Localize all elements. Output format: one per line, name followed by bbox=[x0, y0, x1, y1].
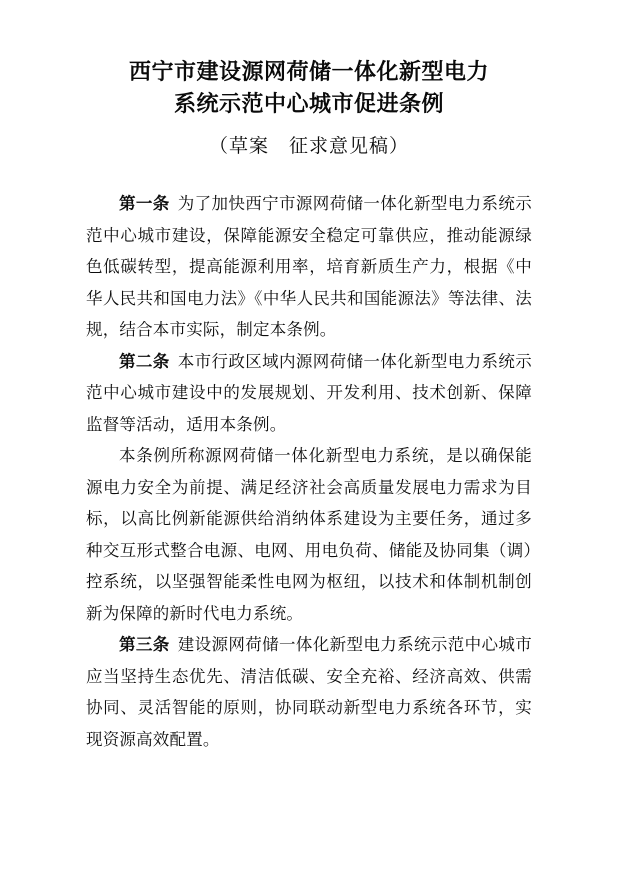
document-body bbox=[86, 188, 532, 755]
document-subtitle: （草案 征求意见稿） bbox=[208, 136, 409, 157]
article-paragraph bbox=[86, 440, 532, 629]
article-paragraph bbox=[86, 629, 532, 755]
title-line-2: 系统示范中心城市促进条例 bbox=[173, 91, 444, 116]
article-text: 本条例所称源网荷储一体化新型电力系统，是以确保能源电力安全为前提、满足经济社会高质量发展电力需求为目标，以高比例新能源供给消纳体系建设为主要任务，通过多种交互形式整合电源、电网、用电负荷、储能及协同集（调）控系统，以坚强智能柔性电网为枢纽，以技术和体制机制创新为保障的新时代电力系统。 bbox=[86, 446, 532, 623]
title-line-1: 西宁市建设源网荷储一体化新型电力 bbox=[128, 59, 489, 84]
article-text: 建设源网荷储一体化新型电力系统示范中心城市应当坚持生态优先、清洁低碳、安全充裕、经济高效、供需协同、灵活智能的原则，协同联动新型电力系统各环节，实现资源高效配置。 bbox=[86, 635, 532, 749]
article-label: 第一条 bbox=[119, 194, 170, 213]
article-text: 本市行政区域内源网荷储一体化新型电力系统示范中心城市建设中的发展规划、开发利用、技术创新、保障监督等活动，适用本条例。 bbox=[86, 351, 532, 434]
article-label: 第二条 bbox=[119, 351, 170, 371]
article-label: 第三条 bbox=[119, 635, 170, 654]
page-title bbox=[86, 56, 532, 120]
article-paragraph bbox=[86, 346, 532, 441]
article-paragraph bbox=[86, 188, 532, 346]
article-text: 为了加快西宁市源网荷储一体化新型电力系统示范中心城市建设，保障能源安全稳定可靠供应，推动能源绿色低碳转型，提高能源利用率，培育新质生产力，根据《中华人民共和国电力法》《中华人民共和国能源法》等法律、法规，结合本市实际，制定本条例。 bbox=[86, 194, 532, 339]
